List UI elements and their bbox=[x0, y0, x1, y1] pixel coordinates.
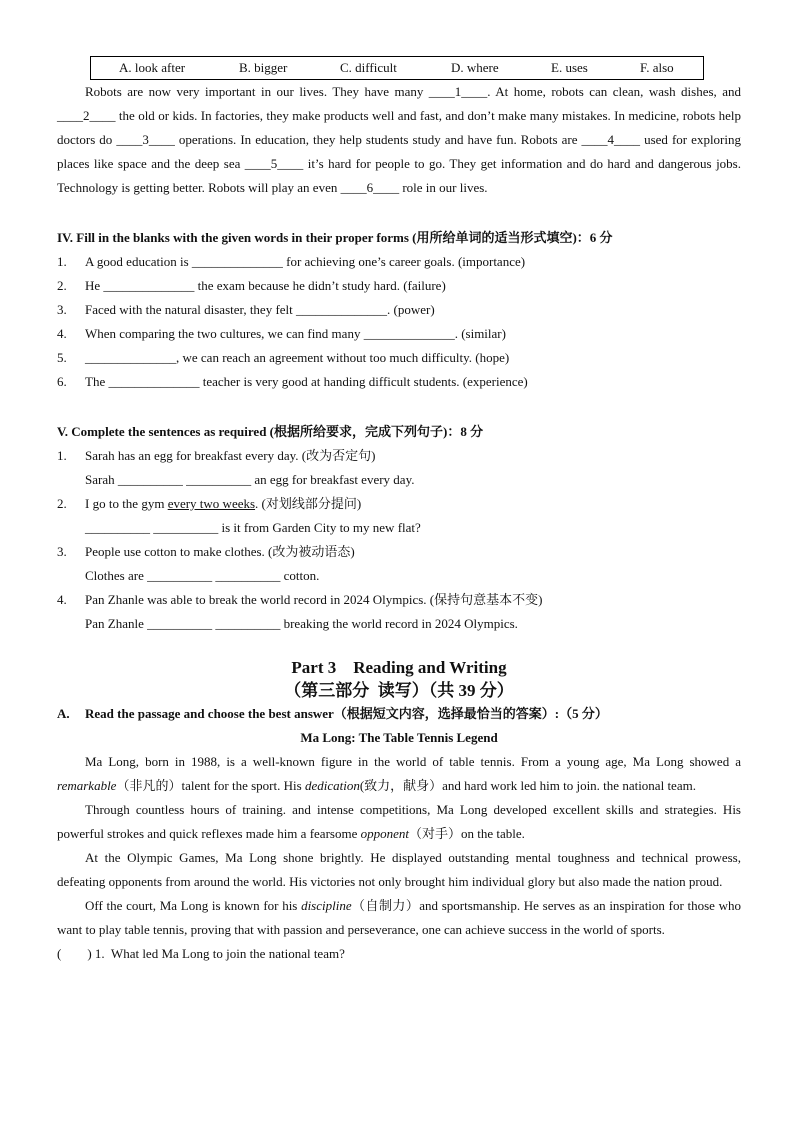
list-item: 1. A good education is ______________ for achieving one’s career goals. (importance) bbox=[57, 254, 526, 269]
passage-paragraph: Through countless hours of training. and intense competitions, Ma Long developed excellent skills and strategies. His powerful strokes and quick reflexes made him a fearsome opponent（对手）on the table. bbox=[57, 802, 741, 841]
passage-paragraph: Ma Long, born in 1988, is a well-known figure in the world of table tennis. From a young age, Ma Long showed a remarkable（非凡的）talent for the sport. His dedication(致力，献身）and hard work led him to join. the national team. bbox=[57, 754, 741, 793]
cloze-passage: Robots are now very important in our lives. They have many ____1____. At home, robots can clean, wash dishes, and ____2____ the old or kids. In factories, they make products well and fast, and don’t make many mistakes. In medicine, robots help doctors do ____3____ operations. In education, they help students study and have fun. Robots are ____4____ used for exploring places like space and the deep sea ____5____ it’s hard for people to go. They get information and do hard and dangerous jobs. Technology is getting better. Robots will play an even ____6____ role in our lives. bbox=[57, 84, 741, 195]
section-5-heading: V. Complete the sentences as required (根据所给要求，完成下列句子)：8 分 bbox=[57, 424, 484, 439]
list-item: 4. When comparing the two cultures, we can find many ______________. (similar) bbox=[57, 326, 506, 341]
exam-page bbox=[57, 56, 741, 966]
section-4-heading: IV. Fill in the blanks with the given words in their proper forms (用所给单词的适当形式填空)：6 分 bbox=[57, 230, 613, 245]
word-choice-box bbox=[90, 56, 704, 80]
part-3-subtitle: （第三部分 读写）（共 39 分） bbox=[284, 681, 514, 700]
list-item: 5. ______________, we can reach an agreement without too much difficulty. (hope) bbox=[57, 350, 510, 365]
passage-paragraph: At the Olympic Games, Ma Long shone brightly. He displayed outstanding mental toughness and technical prowess, defeating opponents from around the world. His victories not only brought him individual glory but also made the nation proud. bbox=[57, 850, 741, 889]
list-item: 6. The ______________ teacher is very good at handing difficult students. (experience) bbox=[57, 374, 528, 389]
answer-line: Sarah __________ __________ an egg for breakfast every day. bbox=[85, 472, 415, 487]
word-option: A. look after bbox=[119, 60, 186, 75]
section-4-list bbox=[57, 250, 741, 394]
question-1: ( ) 1. What led Ma Long to join the national team? bbox=[57, 946, 345, 961]
word-option: C. difficult bbox=[340, 60, 397, 75]
section-a-heading: A. Read the passage and choose the best answer（根据短文内容，选择最恰当的答案）:（5 分） bbox=[57, 706, 608, 721]
answer-line: __________ __________ is it from Garden City to my new flat? bbox=[85, 520, 421, 535]
list-item: 3. Faced with the natural disaster, they felt ______________. (power) bbox=[57, 302, 435, 317]
part-3-title: Part 3 Reading and Writing bbox=[291, 658, 507, 677]
answer-line: Pan Zhanle __________ __________ breaking the world record in 2024 Olympics. bbox=[85, 616, 518, 631]
word-option: F. also bbox=[640, 60, 674, 75]
passage-paragraph: Off the court, Ma Long is known for his discipline（自制力）and sportsmanship. He serves as an inspiration for those who want to play table tennis, proving that with passion and perseverance, one can achieve success in the world of sports. bbox=[57, 898, 741, 937]
passage-title: Ma Long: The Table Tennis Legend bbox=[300, 730, 498, 745]
word-option: E. uses bbox=[551, 60, 588, 75]
underlined-phrase: every two weeks bbox=[167, 496, 256, 511]
list-item: 2. I go to the gym every two weeks. (对划线部分提问) bbox=[57, 496, 362, 511]
answer-line: Clothes are __________ __________ cotton. bbox=[85, 568, 320, 583]
word-option: B. bigger bbox=[239, 60, 288, 75]
list-item: 1. Sarah has an egg for breakfast every day. (改为否定句) bbox=[57, 448, 376, 463]
list-item: 3. People use cotton to make clothes. (改为被动语态) bbox=[57, 544, 355, 559]
list-item: 2. He ______________ the exam because he didn’t study hard. (failure) bbox=[57, 278, 446, 293]
word-option: D. where bbox=[451, 60, 499, 75]
section-5-list bbox=[57, 444, 741, 636]
list-item: 4. Pan Zhanle was able to break the world record in 2024 Olympics. (保持句意基本不变) bbox=[57, 592, 543, 607]
